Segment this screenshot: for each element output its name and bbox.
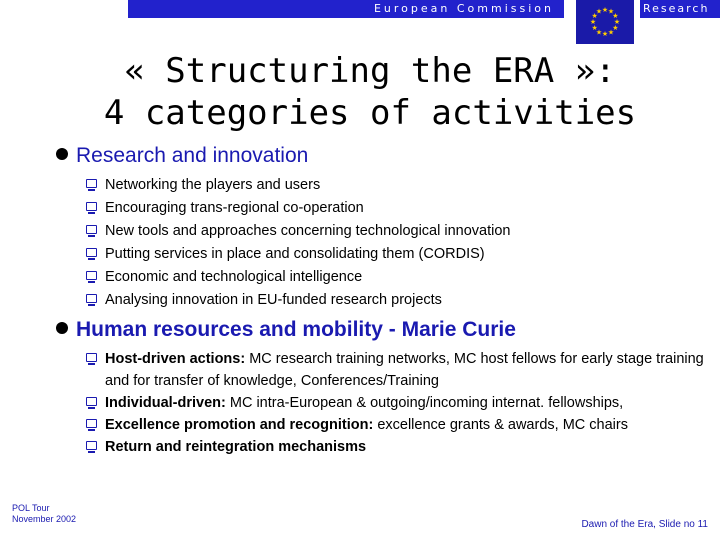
svg-text:★: ★ bbox=[591, 12, 598, 20]
footer-slide-number: Dawn of the Era, Slide no 11 bbox=[581, 519, 708, 530]
monitor-bullet-icon bbox=[86, 202, 97, 211]
monitor-bullet-icon bbox=[86, 353, 97, 362]
eu-flag-icon bbox=[576, 0, 634, 44]
bullet-dot-icon bbox=[56, 322, 68, 334]
bullet-dot-icon bbox=[56, 148, 68, 160]
section-research-heading bbox=[56, 144, 308, 168]
svg-text:★: ★ bbox=[601, 6, 609, 14]
list-item: New tools and approaches concerning technological innovation bbox=[86, 220, 706, 243]
svg-text:★: ★ bbox=[589, 18, 597, 26]
list-item: Excellence promotion and recognition: excellence grants & awards, MC chairs bbox=[86, 414, 706, 436]
svg-text:★: ★ bbox=[601, 30, 609, 38]
footer-event bbox=[12, 503, 76, 525]
monitor-bullet-icon bbox=[86, 271, 97, 280]
section-research-list bbox=[86, 174, 706, 312]
svg-text:★: ★ bbox=[613, 18, 621, 26]
svg-text:★: ★ bbox=[595, 7, 603, 16]
footer-event-date: November 2002 bbox=[12, 514, 77, 524]
monitor-bullet-icon bbox=[86, 397, 97, 406]
section-hr-heading bbox=[56, 318, 516, 342]
svg-text:★: ★ bbox=[595, 28, 603, 37]
list-item: Encouraging trans-regional co-operation bbox=[86, 197, 706, 220]
header-bar-right bbox=[640, 0, 720, 18]
svg-text:★: ★ bbox=[612, 24, 619, 32]
list-item: Networking the players and users bbox=[86, 174, 706, 197]
list-item: Individual-driven: MC intra-European & outgoing/incoming internat. fellowships, bbox=[86, 392, 706, 414]
monitor-bullet-icon bbox=[86, 294, 97, 303]
section-hr-list bbox=[86, 348, 706, 458]
list-item: Analysing innovation in EU-funded research projects bbox=[86, 289, 706, 312]
list-item: Economic and technological intelligence bbox=[86, 266, 706, 289]
list-item: Putting services in place and consolidating them (CORDIS) bbox=[86, 243, 706, 266]
section-hr-heading-text: Human resources and mobility - Marie Curie bbox=[76, 318, 516, 341]
list-item: Return and reintegration mechanisms bbox=[86, 436, 706, 458]
header-bar-left bbox=[128, 0, 564, 18]
monitor-bullet-icon bbox=[86, 179, 97, 188]
monitor-bullet-icon bbox=[86, 419, 97, 428]
section-research-heading-text: Research and innovation bbox=[76, 144, 309, 167]
monitor-bullet-icon bbox=[86, 441, 97, 450]
title-line-1: « Structuring the ERA »: bbox=[124, 51, 616, 91]
svg-text:★: ★ bbox=[612, 12, 619, 20]
slide-title bbox=[80, 50, 660, 134]
title-line-2: 4 categories of activities bbox=[103, 93, 637, 133]
monitor-bullet-icon bbox=[86, 248, 97, 257]
svg-text:★: ★ bbox=[607, 7, 615, 16]
svg-text:★: ★ bbox=[607, 28, 615, 37]
svg-text:★: ★ bbox=[591, 24, 598, 32]
monitor-bullet-icon bbox=[86, 225, 97, 234]
header-commission-text: European Commission bbox=[373, 2, 554, 15]
list-item: Host-driven actions: MC research training networks, MC host fellows for early stage training and for transfer of knowledge, Conferences/Training bbox=[86, 348, 706, 392]
header-research-text: Research bbox=[643, 2, 710, 15]
footer-event-name: POL Tour bbox=[12, 503, 50, 513]
